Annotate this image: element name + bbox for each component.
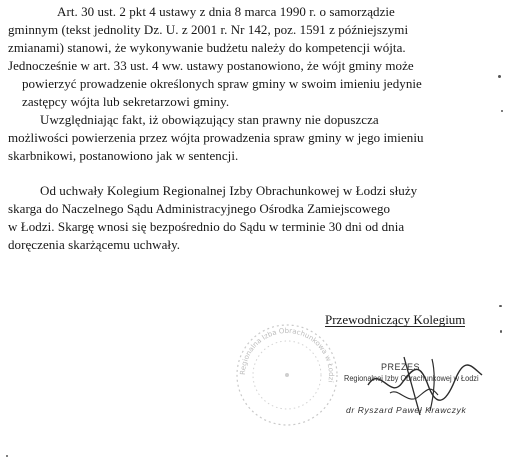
scan-speck: [6, 455, 8, 457]
text-line: Jednocześnie w art. 33 ust. 4 ww. ustawy postanowiono, że wójt gminy może: [8, 58, 414, 73]
scan-speck: [500, 330, 502, 333]
stamp-text: Regionalna Izba Obrachunkowa w Łodzi: [238, 326, 336, 384]
signature-title: PREZES: [381, 362, 421, 372]
signature-institution: Regionalnej Izby Obrachunkowej w Łodzi: [344, 374, 479, 383]
text-line: możliwości powierzenia przez wójta prowadzenia spraw gminy w jego imieniu: [8, 130, 424, 145]
signature-name: dr Ryszard Paweł Krawczyk: [346, 405, 467, 415]
text-line: powierzyć prowadzenie określonych spraw gminy w swoim imieniu jedynie: [22, 76, 422, 91]
scan-speck: [501, 110, 503, 112]
text-line: zmianami) stanowi, że wykonywanie budżetu należy do kompetencji wójta.: [8, 40, 406, 55]
signature-heading: Przewodniczący Kolegium: [325, 312, 466, 327]
text-line: zastępcy wójta lub sekretarzowi gminy.: [22, 94, 230, 109]
text-line: gminnym (tekst jednolity Dz. U. z 2001 r. Nr 142, poz. 1591 z późniejszymi: [8, 22, 409, 37]
scan-speck: [498, 75, 501, 78]
official-stamp: [232, 320, 342, 430]
handwritten-signature: [360, 345, 490, 425]
scan-speck: [499, 305, 502, 307]
text-line: doręczenia skarżącemu uchwały.: [8, 237, 181, 252]
text-line: Art. 30 ust. 2 pkt 4 ustawy z dnia 8 marca 1990 r. o samorządzie: [57, 4, 395, 19]
text-line: Od uchwały Kolegium Regionalnej Izby Obrachunkowej w Łodzi służy: [40, 183, 418, 198]
text-line: w Łodzi. Skargę wnosi się bezpośrednio do Sądu w terminie 30 dni od dnia: [8, 219, 405, 234]
text-line: skarga do Naczelnego Sądu Administracyjnego Ośrodka Zamiejscowego: [8, 201, 391, 216]
text-line: Uwzględniając fakt, iż obowiązujący stan prawny nie dopuszcza: [40, 112, 379, 127]
text-line: skarbnikowi, postanowiono jak w sentencji.: [8, 148, 239, 163]
